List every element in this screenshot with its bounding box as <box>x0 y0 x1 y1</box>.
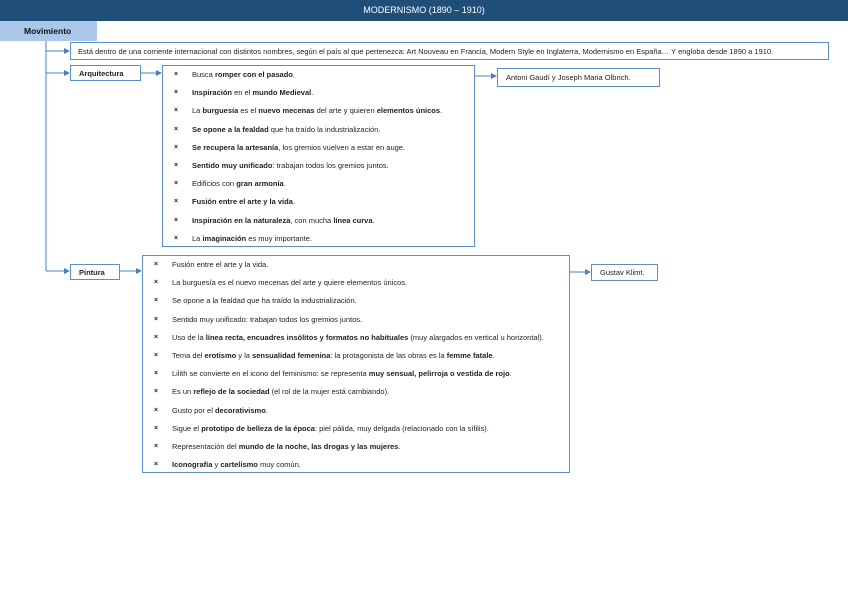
bullet-x-icon: × <box>154 461 159 469</box>
item-text: La burguesía es el nuevo mecenas del arte y quiere elementos únicos. <box>172 278 408 288</box>
item-text-bold: imaginación <box>202 233 247 243</box>
item-text: : trabajan todos los gremios juntos. <box>272 160 389 170</box>
bullet-x-icon: × <box>174 180 179 188</box>
item-text-bold: Se recupera la artesanía <box>192 142 279 152</box>
item-text: , con mucha <box>290 215 334 225</box>
pintura-list-item <box>143 365 569 383</box>
bullet-x-icon: × <box>154 297 159 305</box>
bullet-x-icon: × <box>154 279 159 287</box>
bullet-x-icon: × <box>174 216 179 224</box>
item-text-bold: Inspiración en la naturaleza <box>192 215 291 225</box>
item-text: y <box>212 460 221 470</box>
item-text: que ha traído la industrialización. <box>268 124 381 134</box>
item-text-bold: mundo de la noche, las drogas y las mujeres <box>238 441 399 451</box>
page-title: MODERNISMO (1890 – 1910) <box>0 0 848 21</box>
item-text: Edificios con <box>192 179 237 189</box>
item-text: es muy importante. <box>246 233 313 243</box>
pintura-list-item <box>143 274 569 292</box>
item-text: del arte y quieren <box>314 106 377 116</box>
arquitectura-list-item <box>163 84 474 102</box>
item-text-bold: Inspiración <box>192 88 233 98</box>
item-text-bold: cartelismo <box>220 460 258 470</box>
item-text: y la <box>236 350 253 360</box>
item-text-bold: muy sensual, pelirroja o vestida de rojo <box>368 369 510 379</box>
bullet-x-icon: × <box>154 261 159 268</box>
item-text-bold: línea curva <box>333 215 373 225</box>
item-text: Lilith se convierte en el icono del feminismo: se representa <box>172 369 369 379</box>
item-text: Sigue el <box>172 423 202 433</box>
arquitectura-list-item <box>163 230 474 248</box>
item-text: (el rol de la mujer está cambiando). <box>269 387 390 397</box>
bullet-x-icon: × <box>154 351 159 359</box>
item-text: Se opone a la fealdad que ha traído la industrialización. <box>172 296 357 306</box>
item-text-bold: femme fatale <box>446 350 493 360</box>
category-arquitectura: Arquitectura <box>70 65 141 81</box>
arquitectura-artists: Antoni Gaudí y Joseph Maria Olbrich. <box>497 68 660 87</box>
item-text-bold: elementos únicos <box>376 106 441 116</box>
pintura-features-list <box>142 255 570 473</box>
item-text: . <box>292 70 295 79</box>
item-text: : piel pálida, muy delgada (relacionado con la sífilis). <box>314 423 489 433</box>
bullet-x-icon: × <box>174 89 179 97</box>
item-text-bold: Se opone a la fealdad <box>192 124 269 134</box>
item-text: . <box>265 405 268 415</box>
bullet-x-icon: × <box>154 370 159 378</box>
item-text: . <box>509 369 512 379</box>
item-text: . <box>398 441 401 451</box>
item-text-bold: prototipo de belleza de la época <box>201 423 315 433</box>
item-text: Sentido muy unificado: trabajan todos los gremios juntos. <box>172 314 363 324</box>
arquitectura-list-item <box>163 157 474 175</box>
arquitectura-features-list <box>162 65 475 247</box>
bullet-x-icon: × <box>154 388 159 396</box>
item-text: , los gremios vuelven a estar en auge. <box>278 142 406 152</box>
item-text: . <box>372 215 375 225</box>
item-text: es el <box>238 106 259 116</box>
item-text-bold: Fusión entre el arte y la vida <box>192 197 293 207</box>
bullet-x-icon: × <box>174 143 179 151</box>
bullet-x-icon: × <box>154 315 159 323</box>
item-text-bold: sensualidad femenina <box>252 350 331 360</box>
item-text: : la protagonista de las obras es la <box>330 350 447 360</box>
bullet-x-icon: × <box>174 198 179 206</box>
intro-node: Está dentro de una corriente internacional con distintos nombres, según el país al que pertenezca: Art Nouveau en Francia, Modern Style en Inglaterra, Modernismo en España… Y engloba desde 1890 a 1910. <box>70 42 829 60</box>
pintura-artists: Gustav Klimt. <box>591 264 658 281</box>
item-text-bold: decorativismo <box>214 405 266 415</box>
root-node-movimiento: Movimiento <box>0 21 97 41</box>
item-text-bold: reflejo de la sociedad <box>193 387 270 397</box>
bullet-x-icon: × <box>174 71 179 78</box>
item-text-bold: línea recta, encuadres insólitos y formatos no habituales <box>205 332 409 342</box>
arquitectura-list-item <box>163 139 474 157</box>
arquitectura-list-item <box>163 212 474 230</box>
item-text: Representación del <box>172 441 239 451</box>
pintura-list-item <box>143 329 569 347</box>
bullet-x-icon: × <box>154 406 159 414</box>
item-text-bold: Sentido muy unificado <box>192 160 273 170</box>
item-text-bold: romper con el pasado <box>214 70 293 79</box>
item-text: . <box>283 179 286 189</box>
bullet-x-icon: × <box>174 125 179 133</box>
pintura-list-item <box>143 456 569 474</box>
pintura-list-item <box>143 402 569 420</box>
bullet-x-icon: × <box>174 234 179 242</box>
pintura-list-item <box>143 438 569 456</box>
arquitectura-list-item <box>163 121 474 139</box>
item-text-bold: burguesía <box>202 106 239 116</box>
pintura-list-item <box>143 311 569 329</box>
item-text: . <box>492 350 495 360</box>
item-text: en el <box>232 88 253 98</box>
pintura-list-item <box>143 420 569 438</box>
item-text-bold: mundo Medieval <box>252 88 312 98</box>
bullet-x-icon: × <box>174 161 179 169</box>
item-text: . <box>311 88 314 98</box>
pintura-list-item <box>143 292 569 310</box>
pintura-list-item <box>143 347 569 365</box>
item-text: Tema del <box>172 350 205 360</box>
pintura-list-item <box>143 256 569 274</box>
item-text: La <box>192 106 203 116</box>
arquitectura-list-item <box>163 193 474 211</box>
item-text-bold: Iconografía <box>172 460 213 470</box>
item-text: (muy alargados en vertical u horizontal). <box>408 332 544 342</box>
item-text: . <box>292 197 295 207</box>
arquitectura-list-item <box>163 66 474 84</box>
item-text: . <box>440 106 443 116</box>
bullet-x-icon: × <box>174 107 179 115</box>
item-text-bold: gran armonía <box>236 179 284 189</box>
bullet-x-icon: × <box>154 333 159 341</box>
category-pintura: Pintura <box>70 264 120 280</box>
bullet-x-icon: × <box>154 442 159 450</box>
arquitectura-list-item <box>163 175 474 193</box>
item-text-bold: nuevo mecenas <box>258 106 315 116</box>
item-text: Gusto por el <box>172 405 215 415</box>
item-text-bold: erotismo <box>204 350 237 360</box>
item-text: Es un <box>172 387 194 397</box>
item-text: Busca <box>192 70 215 79</box>
item-text: Fusión entre el arte y la vida. <box>172 260 269 269</box>
item-text: Uso de la <box>172 332 206 342</box>
item-text: muy común. <box>257 460 301 470</box>
bullet-x-icon: × <box>154 424 159 432</box>
pintura-list-item <box>143 383 569 401</box>
item-text: La <box>192 233 203 243</box>
arquitectura-list-item <box>163 102 474 120</box>
